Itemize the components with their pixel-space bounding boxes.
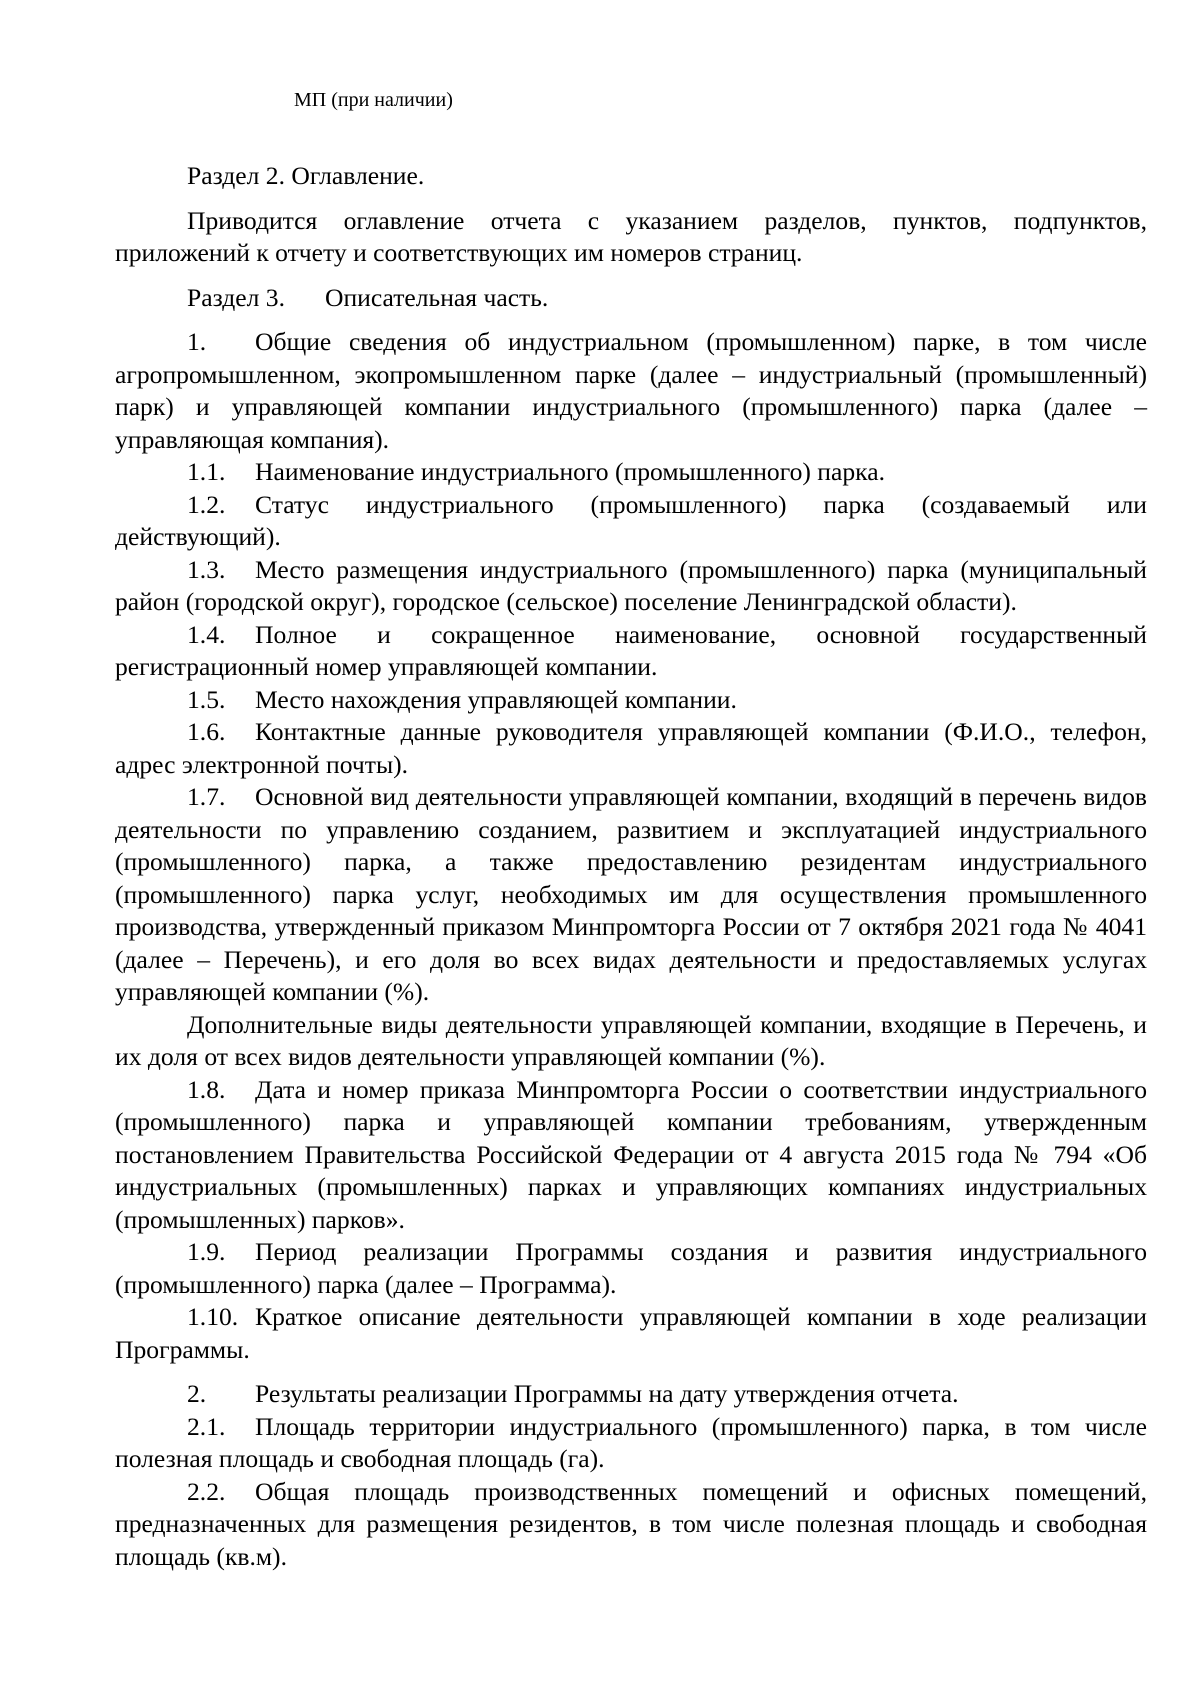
item-1-1	[115, 456, 1147, 489]
item-2	[115, 1378, 1147, 1411]
item-2-1	[115, 1411, 1147, 1476]
item-text: Краткое описание деятельности управляющей компании в ходе реализации Программы.	[115, 1302, 1147, 1364]
item-1	[115, 326, 1147, 456]
section-2-heading: Раздел 2. Оглавление.	[187, 161, 425, 190]
item-text: Общие сведения об индустриальном (промышленном) парке, в том числе агропромышленном, экопромышленном парке (далее – индустриальный (промышленный) парк) и управляющей компании индустриального (промышленного) парка (далее – управляющая компания).	[115, 327, 1147, 454]
item-number: 1.3.	[187, 554, 226, 584]
item-1-9	[115, 1236, 1147, 1301]
section-3-number: Раздел 3.	[187, 282, 285, 312]
section-3-title: Описательная часть.	[325, 282, 549, 312]
item-number: 2.1.	[187, 1411, 226, 1441]
item-2-2	[115, 1476, 1147, 1574]
item-text: Место размещения индустриального (промышленного) парка (муниципальный район (городской округ), городское (сельское) поселение Ленинградской области).	[115, 554, 1147, 616]
item-1-10	[115, 1301, 1147, 1366]
item-number: 1.6.	[187, 717, 226, 746]
item-text: Наименование индустриального (промышленного) парка.	[255, 457, 885, 486]
item-number: 1.8.	[187, 1074, 226, 1104]
item-text: Период реализации Программы создания и развития индустриального (промышленного) парка (далее – Программа).	[115, 1237, 1147, 1299]
item-number: 1.9.	[187, 1237, 226, 1266]
item-text: Основной вид деятельности управляющей компании, входящий в перечень видов деятельности по управлению созданием, развитием и эксплуатацией индустриального (промышленного) парка, а также предоставлению резидентам индустриального (промышленного) парка услуг, необходимых им для осуществления промышленного производства, утвержденный приказом Минпромторга России от 7 октября 2021 года № 4041 (далее – Перечень), и его доля во всех видах деятельности и предоставляемых услугах управляющей компании (%).	[115, 782, 1147, 1006]
item-text: Результаты реализации Программы на дату утверждения отчета.	[255, 1379, 959, 1408]
item-number: 2.2.	[187, 1476, 226, 1506]
item-text: Место нахождения управляющей компании.	[255, 684, 737, 714]
item-1-7-additional: Дополнительные виды деятельности управляющей компании, входящие в Перечень, и их доля от всех видов деятельности управляющей компании (%).	[115, 1009, 1147, 1071]
item-text: Контактные данные руководителя управляющей компании (Ф.И.О., телефон, адрес электронной почты).	[115, 717, 1147, 779]
item-text: Полное и сокращенное наименование, основной государственный регистрационный номер управляющей компании.	[115, 619, 1147, 681]
item-1-2	[115, 489, 1147, 554]
item-text: Общая площадь производственных помещений и офисных помещений, предназначенных для размещения резидентов, в том числе полезная площадь и свободная площадь (кв.м).	[115, 1476, 1147, 1571]
item-1-4	[115, 619, 1147, 684]
item-number: 1.2.	[187, 489, 226, 519]
item-1-3	[115, 554, 1147, 619]
document-body	[115, 160, 1147, 1573]
stamp-placeholder: МП (при наличии)	[294, 89, 453, 111]
item-number: 1.10.	[187, 1302, 239, 1331]
section-3-heading	[115, 282, 1147, 315]
item-text: Дата и номер приказа Минпромторга России о соответствии индустриального (промышленного) парка и управляющей компании требованиям, утвержденным постановлением Правительства Российской Федерации от 4 августа 2015 года № 794 «Об индустриальных (промышленных) парках и управляющих компаниях индустриальных (промышленных) парков».	[115, 1074, 1147, 1234]
item-number: 1.5.	[187, 684, 226, 714]
item-number: 1.1.	[187, 457, 226, 486]
item-text: Площадь территории индустриального (промышленного) парка, в том числе полезная площадь и свободная площадь (га).	[115, 1411, 1147, 1473]
item-number: 1.7.	[187, 782, 226, 811]
item-1-8	[115, 1074, 1147, 1237]
section-2-description: Приводится оглавление отчета с указанием разделов, пунктов, подпунктов, приложений к отчету и соответствующих им номеров страниц.	[115, 205, 1147, 267]
item-number: 1.4.	[187, 619, 226, 649]
item-1-7	[115, 781, 1147, 1009]
item-number: 2.	[187, 1379, 207, 1408]
item-number: 1.	[187, 327, 207, 356]
item-1-6	[115, 716, 1147, 781]
item-text: Статус индустриального (промышленного) парка (создаваемый или действующий).	[115, 489, 1147, 551]
item-1-5	[115, 684, 1147, 717]
